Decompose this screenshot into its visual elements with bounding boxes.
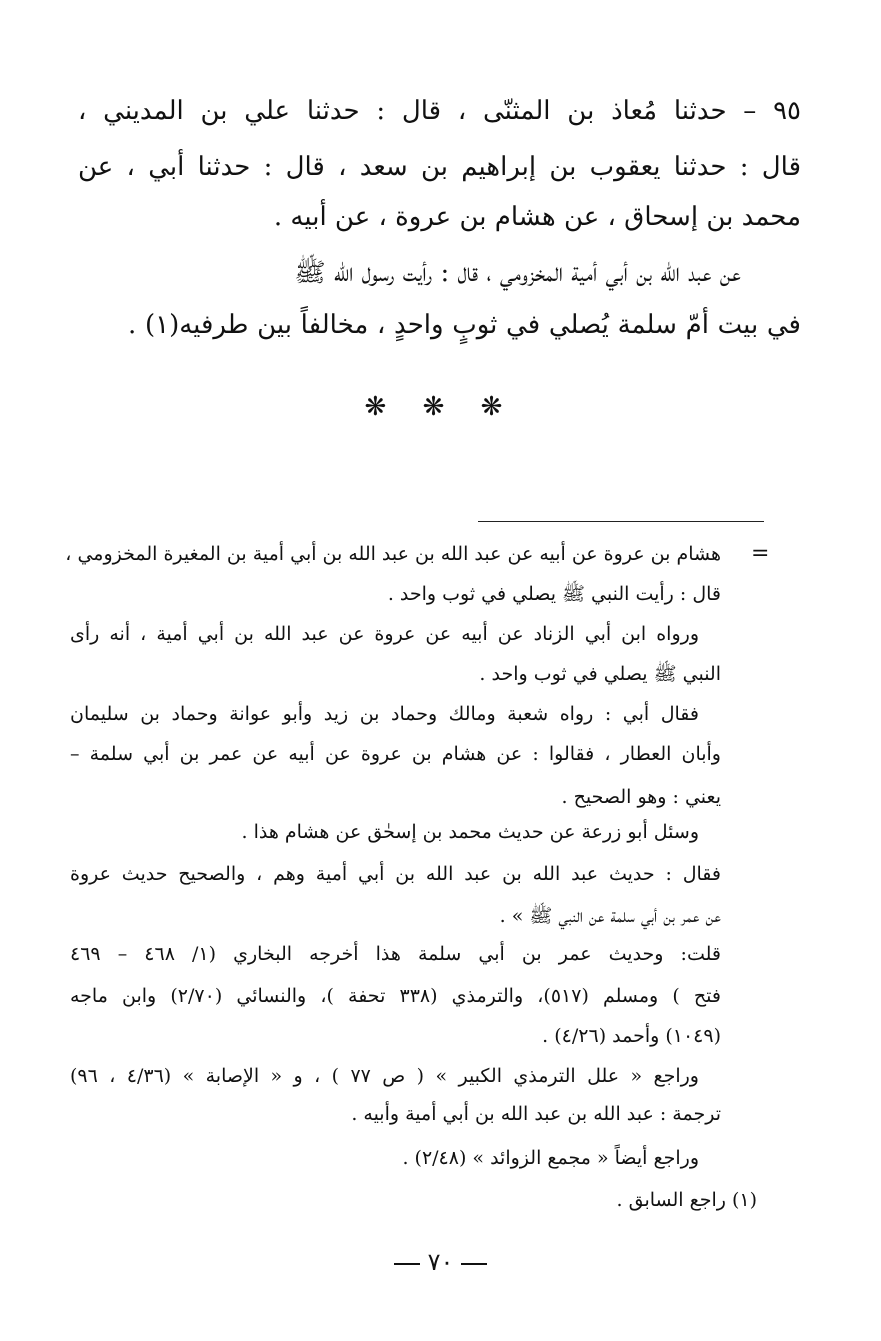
footnote-line: وراجع أيضاً « مجمع الزوائد » (٢/٤٨) . bbox=[402, 1147, 699, 1169]
footnote-line: ترجمة : عبد الله بن عبد الله بن أبي أمية وأبيه . bbox=[351, 1103, 721, 1125]
page-number-value: ٧٠ bbox=[427, 1248, 454, 1276]
footnote-line: وأبان العطار ، فقالوا : عن هشام بن عروة عن أبيه عن عمر بن أبي سلمة – bbox=[70, 743, 721, 765]
footnote-line: وسئل أبو زرعة عن حديث محمد بن إسحٰق عن هشام هذا . bbox=[241, 821, 699, 843]
main-text-line-5: في بيت أمّ سلمة يُصلي في ثوبٍ واحدٍ ، مخالفاً بين طرفيه(١) . bbox=[128, 310, 801, 340]
main-text-line-4: عن عبد الله بن أبي أمية المخزومي ، قال : رأيت رسول الله ﷺ bbox=[294, 258, 741, 288]
page-number bbox=[0, 1246, 881, 1278]
footnote-rule bbox=[478, 521, 764, 522]
footnote-line: النبي ﷺ يصلي في ثوب واحد . bbox=[479, 663, 721, 685]
dash-left bbox=[394, 1263, 420, 1265]
footnote-line: فقال : حديث عبد الله بن عبد الله بن أبي أمية وهم ، والصحيح حديث عروة bbox=[70, 863, 721, 885]
footnote-line: فتح ) ومسلم (٥١٧)، والترمذي (٣٣٨ تحفة )، والنسائي (٢/٧٠) وابن ماجه bbox=[70, 985, 721, 1007]
footnote-line: قلت: وحديث عمر بن أبي سلمة هذا أخرجه البخاري (١/ ٤٦٨ – ٤٦٩ bbox=[70, 943, 721, 965]
footnote-line: هشام بن عروة عن أبيه عن عبد الله بن عبد الله بن أبي أمية بن المغيرة المخزومي ، bbox=[65, 543, 721, 565]
footnote-line: ورواه ابن أبي الزناد عن أبيه عن عروة عن عبد الله بن أبي أمية ، أنه رأى bbox=[70, 623, 699, 645]
footnote-line: قال : رأيت النبي ﷺ يصلي في ثوب واحد . bbox=[387, 583, 721, 605]
main-text-line-3: محمد بن إسحاق ، عن هشام بن عروة ، عن أبيه . bbox=[273, 202, 801, 232]
footnote-continuation-mark: = bbox=[751, 541, 770, 566]
dash-right bbox=[461, 1263, 487, 1265]
footnote-line: يعني : وهو الصحيح . bbox=[561, 786, 721, 808]
ornament-separator: ❋ ❋ ❋ bbox=[364, 392, 517, 422]
footnote-line: عن عمر بن أبي سلمة عن النبي ﷺ » . bbox=[499, 905, 721, 927]
main-text-line-1: ٩٥ – حدثنا مُعاذ بن المثنّى ، قال : حدثنا علي بن المديني ، bbox=[78, 96, 801, 126]
footnote-line: (١٠٤٩) وأحمد (٤/٢٦) . bbox=[542, 1025, 721, 1047]
main-text-line-2: قال : حدثنا يعقوب بن إبراهيم بن سعد ، قال : حدثنا أبي ، عن bbox=[78, 152, 801, 182]
footnote-line: (١) راجع السابق . bbox=[616, 1189, 757, 1211]
footnote-line: وراجع « علل الترمذي الكبير » ( ص ٧٧ ) ، و « الإصابة » (٤/٣٦ ، ٩٦) bbox=[70, 1065, 699, 1087]
footnote-line: فقال أبي : رواه شعبة ومالك وحماد بن زيد وأبو عوانة وحماد بن سليمان bbox=[70, 703, 699, 725]
